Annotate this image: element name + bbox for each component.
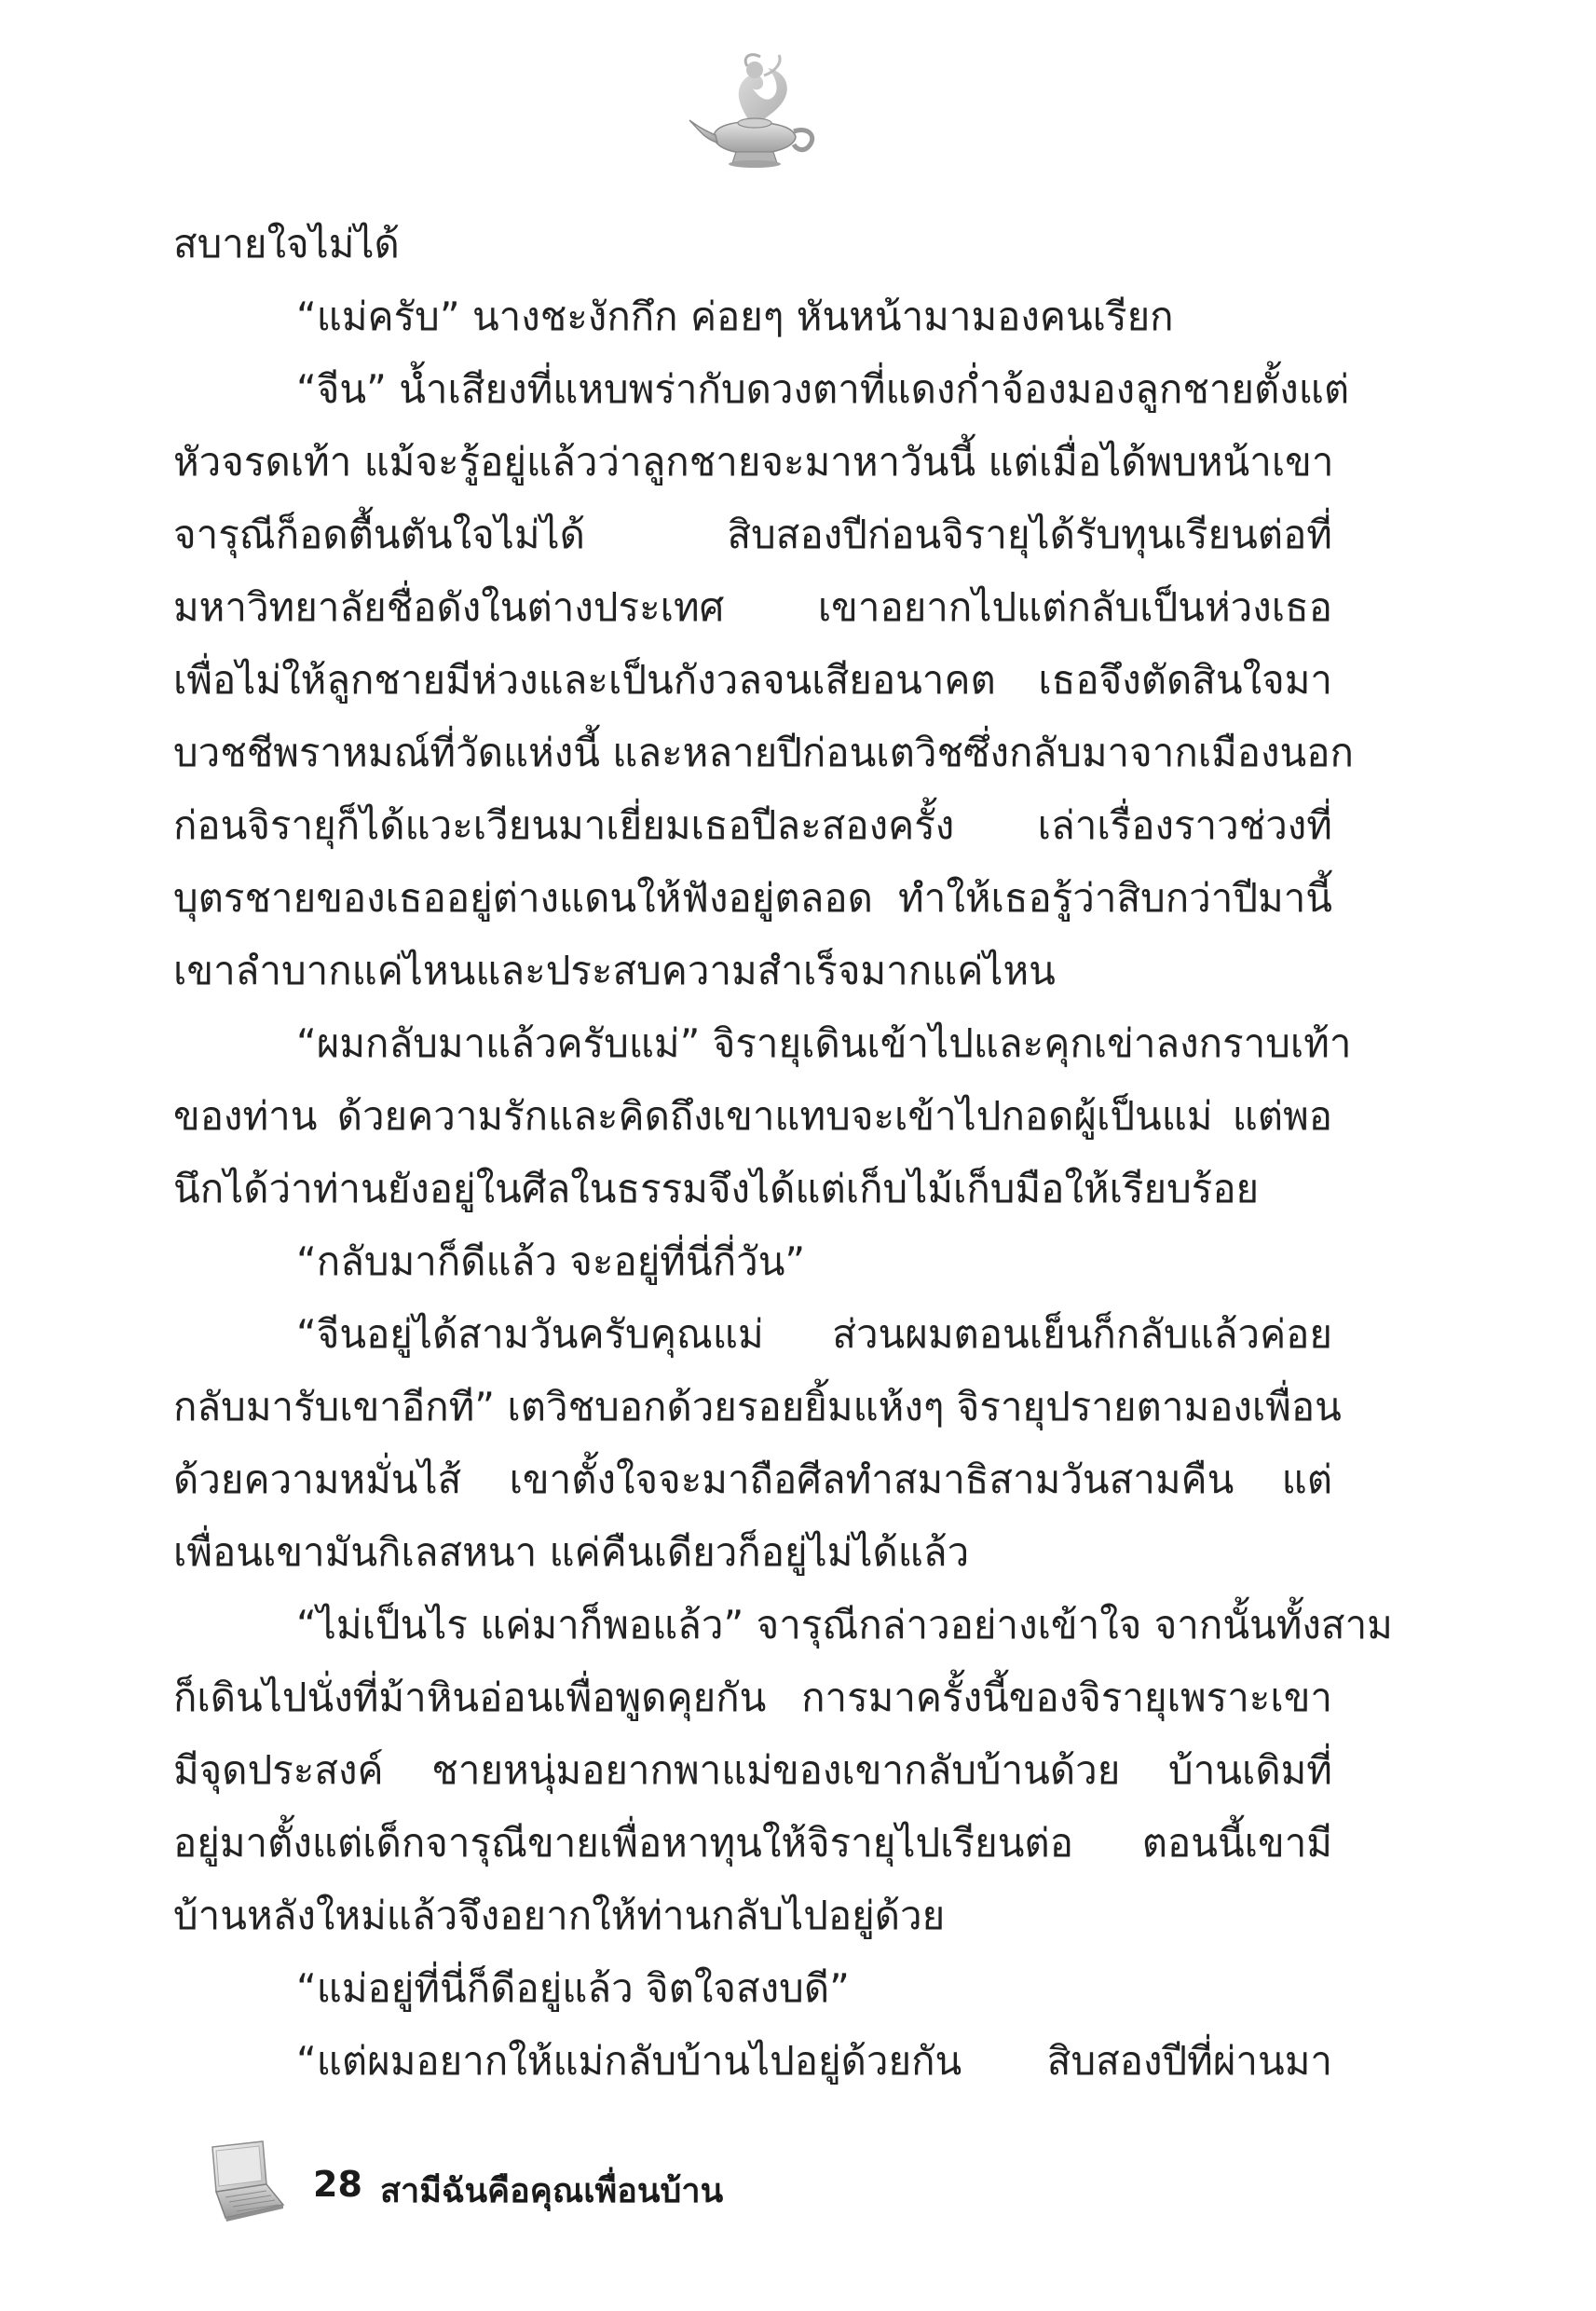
text-line: ก็เดินไปนั่งที่ม้าหินอ่อนเพื่อพูดคุยกัน การมาครั้งนี้ของจิรายุเพราะเขา xyxy=(173,1675,1332,1720)
genie-lamp-icon xyxy=(686,51,825,172)
text-line: อยู่มาตั้งแต่เด็กจารุณีขายเพื่อหาทุนให้จิรายุไปเรียนต่อ ตอนนี้เขามี xyxy=(173,1820,1332,1866)
laptop-icon xyxy=(192,2140,285,2223)
text-line: บ้านหลังใหม่แล้วจึงอยากให้ท่านกลับไปอยู่ด้วย xyxy=(173,1893,946,1938)
text-line: มีจุดประสงค์ ชายหนุ่มอยากพาแม่ของเขากลับบ้านด้วย บ้านเดิมที่ xyxy=(173,1747,1332,1793)
text-line: “แม่ครับ” นางชะงักกึก ค่อยๆ หันหน้ามามองคนเรียก xyxy=(296,294,1174,339)
text-line: ก่อนจิรายุก็ได้แวะเวียนมาเยี่ยมเธอปีละสองครั้ง เล่าเรื่องราวช่วงที่ xyxy=(173,802,1332,848)
text-line: ของท่าน ด้วยความรักและคิดถึงเขาแทบจะเข้าไปกอดผู้เป็นแม่ แต่พอ xyxy=(173,1093,1332,1139)
page-number: 28 xyxy=(313,2164,362,2205)
text-line: มหาวิทยาลัยชื่อดังในต่างประเทศ เขาอยากไปแต่กลับเป็นห่วงเธอ xyxy=(173,584,1332,630)
page-body xyxy=(173,208,1393,2098)
text-line: เขาลำบากแค่ไหนและประสบความสำเร็จมากแค่ไหน xyxy=(173,948,1056,993)
text-line: นึกได้ว่าท่านยังอยู่ในศีลในธรรมจึงได้แต่เก็บไม้เก็บมือให้เรียบร้อย xyxy=(173,1166,1260,1211)
text-line: หัวจรดเท้า แม้จะรู้อยู่แล้วว่าลูกชายจะมาหาวันนี้ แต่เมื่อได้พบหน้าเขา xyxy=(173,439,1334,485)
book-title: สามีฉันคือคุณเพื่อนบ้าน xyxy=(380,2172,724,2210)
text-line: “ผมกลับมาแล้วครับแม่” จิรายุเดินเข้าไปและคุกเข่าลงกราบเท้า xyxy=(296,1020,1352,1066)
text-line: บุตรชายของเธออยู่ต่างแดนให้ฟังอยู่ตลอด ทำให้เธอรู้ว่าสิบกว่าปีมานี้ xyxy=(173,875,1332,921)
text-line: “แม่อยู่ที่นี่ก็ดีอยู่แล้ว จิตใจสงบดี” xyxy=(296,1965,850,2011)
text-line: บวชชีพราหมณ์ที่วัดแห่งนี้ และหลายปีก่อนเตวิชซึ่งกลับมาจากเมืองนอก xyxy=(173,730,1354,775)
page-footer xyxy=(192,2140,1030,2233)
text-line: “จีน” น้ำเสียงที่แหบพร่ากับดวงตาที่แดงก่ำจ้องมองลูกชายตั้งแต่ xyxy=(296,366,1350,412)
text-line: “แต่ผมอยากให้แม่กลับบ้านไปอยู่ด้วยกัน สิบสองปีที่ผ่านมา xyxy=(296,2038,1332,2084)
text-line: “จีนอยู่ได้สามวันครับคุณแม่ ส่วนผมตอนเย็นก็กลับแล้วค่อย xyxy=(296,1311,1332,1357)
text-line: ด้วยความหมั่นไส้ เขาตั้งใจจะมาถือศีลทำสมาธิสามวันสามคืน แต่ xyxy=(173,1456,1332,1502)
text-line: “ไม่เป็นไร แค่มาก็พอแล้ว” จารุณีกล่าวอย่างเข้าใจ จากนั้นทั้งสาม xyxy=(296,1602,1393,1648)
text-line: เพื่อนเขามันกิเลสหนา แค่คืนเดียวก็อยู่ไม่ได้แล้ว xyxy=(173,1529,970,1575)
text-line: เพื่อไม่ให้ลูกชายมีห่วงและเป็นกังวลจนเสียอนาคต เธอจึงตัดสินใจมา xyxy=(173,657,1332,703)
text-line: กลับมารับเขาอีกที” เตวิชบอกด้วยรอยยิ้มแห้งๆ จิรายุปรายตามองเพื่อน xyxy=(173,1384,1342,1429)
text-line: สบายใจไม่ได้ xyxy=(173,221,400,267)
text-line: จารุณีก็อดตื้นตันใจไม่ได้ สิบสองปีก่อนจิรายุได้รับทุนเรียนต่อที่ xyxy=(173,512,1332,557)
text-line: “กลับมาก็ดีแล้ว จะอยู่ที่นี่กี่วัน” xyxy=(296,1238,806,1284)
